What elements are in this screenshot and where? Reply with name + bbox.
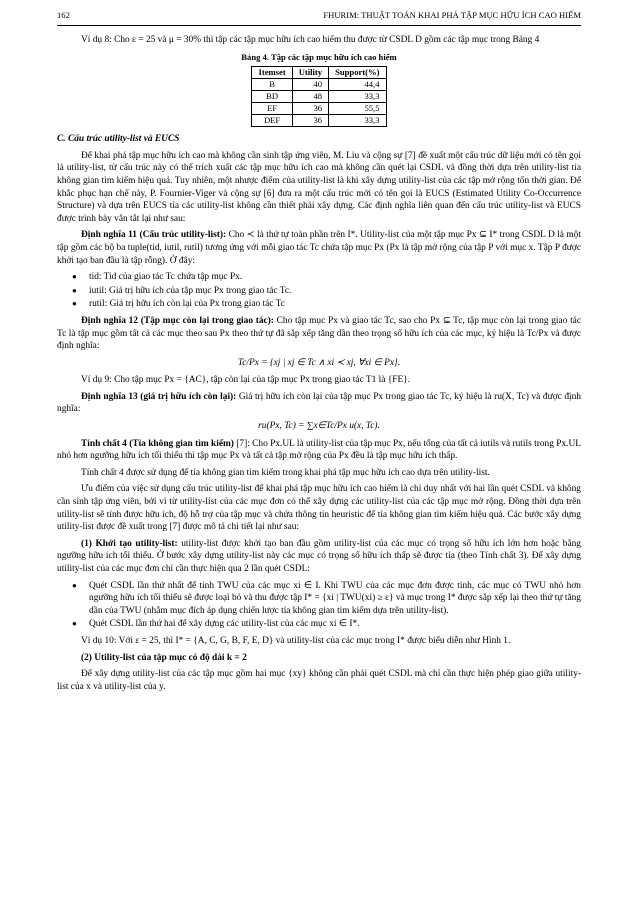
utility-list-fields <box>57 271 581 311</box>
step-2-heading: (2) Utility-list của tập mục có độ dài k = 2 <box>81 652 247 663</box>
col-utility: Utility <box>292 67 328 79</box>
table-row <box>252 91 386 103</box>
property-4-title: Tính chất 4 (Tỉa không gian tìm kiếm) <box>81 438 234 449</box>
table-row <box>252 79 386 91</box>
cell-support: 55,5 <box>329 103 386 115</box>
definition-11-title: Định nghĩa 11 (Cấu trúc utility-list): <box>81 230 227 241</box>
paragraph-two-item-lists: Để xây dựng utility-list của các tập mục gồm hai mục {xy} không cần phải quét CSDL mà chỉ cần thực hiện phép giao giữa utility-list của x và utility-list của y. <box>57 669 581 692</box>
table-caption: Bảng 4. Tập các tập mục hữu ích cao hiếm <box>241 51 397 62</box>
definition-12 <box>57 315 581 353</box>
formula-remaining-itemset: Tc/Px = {xj | xj ∈ Tc ∧ xi ≺ xj, ∀xi ∈ Px}. <box>237 357 401 368</box>
cell-support: 33,3 <box>329 115 386 127</box>
example-8: Ví dụ 8: Cho ε = 25 và μ = 30% thì tập các tập mục hữu ích cao hiếm thu được từ CSDL D gồm các tập mục trong Bảng 4 <box>81 35 540 45</box>
paragraph-advantages: Ưu điểm của việc sử dụng cấu trúc utility-list để khai phá tập mục hữu ích cao hiếm là chỉ duy nhất với hai lần quét CSDL và không cần sinh tập ứng viên, bởi vì từ utility-list của các mục đơn có thể xây dựng các utility-list của các tập mục mở rộng. Đồng thời dựa trên utility-list sẽ tính được hữu ích, độ hỗ trợ của tập mục và chứa thông tin heuristic để tỉa không gian tìm kiếm hiệu quả. Các bước xây dựng utility-list được đề xuất trong [7] được mô tả chi tiết lại như sau: <box>57 484 581 533</box>
cell-utility: 36 <box>292 115 328 127</box>
step-1-title: (1) Khởi tạo utility-list: <box>81 538 178 549</box>
page-number: 162 <box>57 10 70 21</box>
bullet-icon: ● <box>72 285 77 295</box>
definition-11 <box>57 229 581 267</box>
definition-11-text: Cho ≺ là thứ tự toàn phần trên I*. Utility-list của một tập mục Px ⊆ I* trong CSDL D là một tập gồm các bộ ba tuple(tid, iutil, rutil) tương ứng với mỗi giao tác Tc chứa tập mục Px (Px là tập mở rộng của tập P với mục x. Tập P được khởi tạo ban đầu là tập rỗng). Ở đây: <box>57 230 581 266</box>
property-4 <box>57 438 581 463</box>
step-1 <box>57 538 581 576</box>
cell-utility: 36 <box>292 103 328 115</box>
table-row <box>252 103 386 115</box>
cell-itemset: DEF <box>252 115 292 127</box>
bullet-icon: ● <box>72 299 77 309</box>
running-title: FHURIM: THUẬT TOÁN KHAI PHÁ TẬP MỤC HỮU ÍCH CAO HIẾM <box>323 10 581 21</box>
table-header-row <box>252 67 386 79</box>
example-9: Ví dụ 9: Cho tập mục Px = {AC}, tập còn lại của tập mục Px trong giao tác T1 là {FE}. <box>81 375 411 386</box>
definition-13-title: Định nghĩa 13 (giá trị hữu ích còn lại): <box>81 391 237 402</box>
definition-13 <box>57 391 581 416</box>
bullet-icon: ● <box>72 580 77 590</box>
list-item: ● rutil: Giá trị hữu ích còn lại của Px trong giao tác Tc <box>72 299 285 310</box>
cell-support: 33,3 <box>329 91 386 103</box>
example-10: Ví dụ 10: Với ε = 25, thì I* = {A, C, G, B, F, E, D} và utility-list của các mục trong I* được biểu diễn như Hình 1. <box>81 635 511 646</box>
list-item: ● Quét CSDL lần thứ hai để xây dựng các utility-list của các mục xi ∈ I*. <box>72 619 360 630</box>
list-item: ● tid: Tid của giao tác Tc chứa tập mục Px. <box>72 272 243 283</box>
definition-13-text: Giá trị hữu ích còn lại của tập mục Px trong giao tác Tc, ký hiệu là ru(X, Tc) và được định nghĩa: <box>57 391 581 415</box>
paragraph-property-usage: Tính chất 4 được sử dụng để tỉa không gian tìm kiếm trong khai phá tập mục hữu ích cao dựa trên utility-list. <box>81 467 490 478</box>
cell-utility: 40 <box>292 79 328 91</box>
cell-support: 44,4 <box>329 79 386 91</box>
bullet-icon: ● <box>72 619 77 629</box>
cell-utility: 48 <box>292 91 328 103</box>
scan-steps <box>57 580 581 631</box>
step-1-text: utility-list được khởi tạo ban đầu gồm utility-list của các mục có trọng số hữu ích lớn hơn hoặc bằng ngưỡng hữu ích tối thiểu. Ở bước xây dựng utility-list này các mục có trọng số hữu ích thấp sẽ được tỉa (theo Tính chất 3). Để xây dựng utility-list của các mục đơn chỉ cần thực hiện qua 2 lần quét CSDL: <box>57 538 581 574</box>
rare-hui-table <box>251 66 386 127</box>
definition-12-title: Định nghĩa 12 (Tập mục còn lại trong giao tác): <box>81 315 274 326</box>
running-header <box>57 10 581 26</box>
formula-remaining-utility: ru(Px, Tc) = ∑x∈Tc/Px u(x, Tc). <box>258 421 380 432</box>
section-heading-c: C. Cấu trúc utility-list và EUCS <box>57 134 180 145</box>
paragraph-intro: Để khai phá tập mục hữu ích cao mà không cần sinh tập ứng viên, M. Liu và cộng sự [7] đề xuất một cấu trúc dữ liệu mới có tên gọi là utility-list, từ cấu trúc này có thể trích xuất các tập mục hữu ích cao mà không cần quét lại CSDL và đồng thời dựa trên utility-list tỉa không gian tìm kiếm hiệu quả. Tuy nhiên, một nhược điểm của utility-list là khi xây dựng utility-list của các tập mở rộng tốn thời gian. Để khắc phục hạn chế này, P. Fournier-Viger và cộng sự [6] đưa ra một cấu trúc mới có tên gọi là EUCS (Estimated Utility Co-Occurrence Structure) và dựa trên EUCS tỉa các utility-list không cần thiết phải xây dựng. Các định nghĩa liên quan đến cấu trúc utility-list và EUCS được trình bày vắn tắt lại như sau: <box>57 150 581 224</box>
cell-itemset: B <box>252 79 292 91</box>
col-itemset: Itemset <box>252 67 292 79</box>
list-item: ● Quét CSDL lần thứ nhất để tính TWU của các mục xi ∈ I. Khi TWU của các mục đơn được tính, các mục có TWU nhỏ hơn ngưỡng hữu ích tối thiểu sẽ được loại bỏ và thu được tập I* = {xi | TWU(xi) ≥ ε} và mục trong I* được sắp xếp lại theo thứ tự tăng dần của TWU (nhằm mục đích áp dụng chiến lược tỉa không gian tìm kiếm dựa trên utility-list). <box>72 580 581 616</box>
page-body <box>57 34 581 697</box>
cell-itemset: BD <box>252 91 292 103</box>
bullet-icon: ● <box>72 272 77 282</box>
property-4-text: [7]: Cho Px.UL là utility-list của tập mục Px, nếu tổng của tất cả iutils và rutils trong Px.UL nhỏ hơn ngưỡng hữu ích tối thiểu thì tập mục Px và tất cả tập mở rộng của Px đều là tập mục hữu ích thấp. <box>57 438 581 462</box>
list-item: ● iutil: Giá trị hữu ích của tập mục Px trong giao tác Tc. <box>72 285 292 296</box>
definition-12-text: Cho tập mục Px và giao tác Tc, sao cho Px ⊆ Tc, tập mục còn lại trong giao tác Tc là tập mục gồm tất cả các mục theo sau Px theo thứ tự đã sắp xếp tăng dần theo trọng số hữu ích của các mục, ký hiệu là Tc/Px và được định nghĩa: <box>57 315 582 352</box>
table-row <box>252 115 386 127</box>
col-support: Support(%) <box>329 67 386 79</box>
cell-itemset: EF <box>252 103 292 115</box>
